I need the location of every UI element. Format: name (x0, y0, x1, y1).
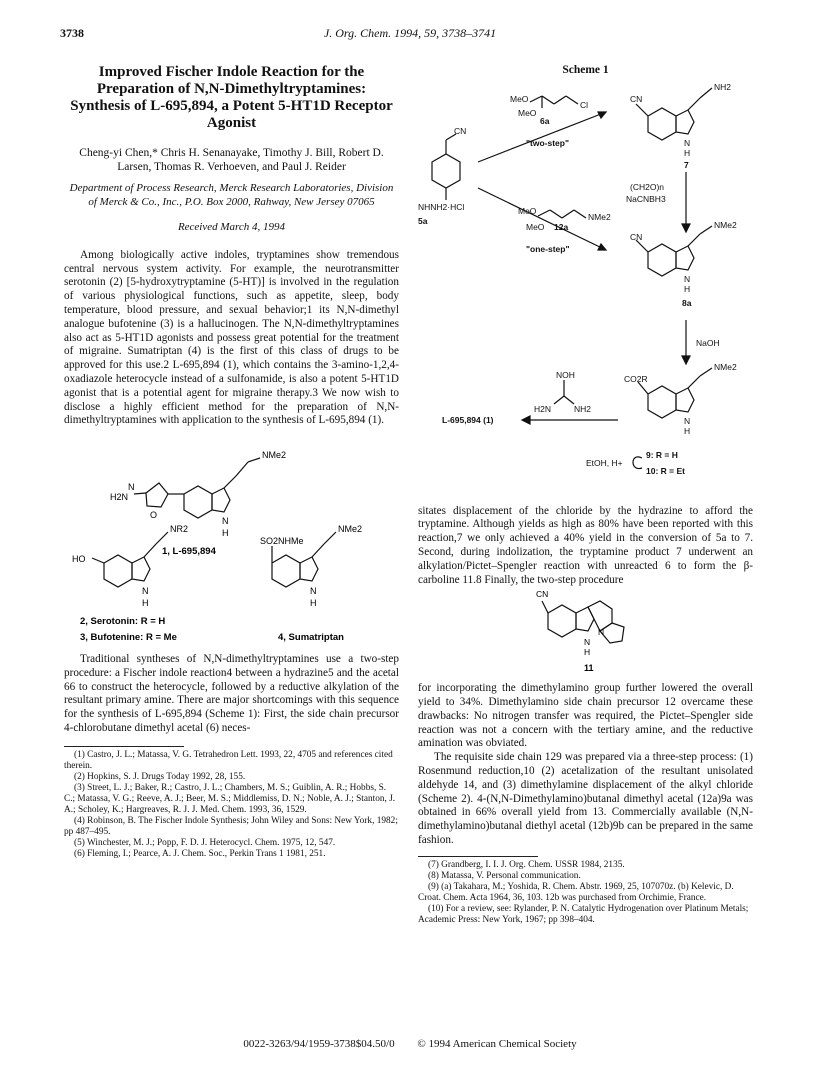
compound-3-label: 3, Bufotenine: R = Me (80, 632, 177, 644)
indole-h-label-4: H (310, 598, 317, 609)
target-label: L-695,894 (1) (442, 414, 494, 425)
compound-4-label: 4, Sumatriptan (278, 632, 344, 644)
n-label-11: N (584, 637, 591, 648)
scheme-1-diagram (418, 80, 758, 500)
indole-h-label-1: H (222, 528, 229, 539)
naoh-label: NaOH (696, 337, 720, 348)
nh2-label-7: NH2 (714, 81, 732, 92)
carboline-11-drawing (418, 587, 753, 677)
page-footer (0, 1038, 820, 1050)
nme2-label-8a: NMe2 (714, 219, 737, 230)
reagent-nacnbh3: NaCNBH3 (626, 193, 666, 204)
compound-8a-label: 8a (682, 297, 692, 308)
h-label-7: H (684, 147, 691, 158)
oxadiazole-n-label: N (128, 482, 135, 493)
footnote-rule-right (418, 856, 538, 857)
nr2-label: NR2 (170, 524, 189, 535)
compound-2-label: 2, Serotonin: R = H (80, 616, 166, 628)
footnote-6: (6) Fleming, I.; Pearce, A. J. Chem. Soc., Perkin Trans 1 1981, 251. (74, 848, 326, 859)
compound-5a-label: 5a (418, 215, 428, 226)
compound-11-label: 11 (584, 663, 594, 674)
compound-1-label: 1, L-695,894 (162, 546, 216, 558)
footnotes-right (418, 860, 753, 926)
n-label-9: N (684, 415, 691, 426)
footnote-rule (64, 746, 184, 747)
footnote-2: (2) Hopkins, S. J. Drugs Today 1992, 28, 155. (74, 771, 246, 782)
n-label-8a: N (684, 273, 691, 284)
compound-7-label: 7 (684, 159, 689, 170)
footer-copyright: © 1994 American Chemical Society (417, 1038, 577, 1050)
indole-n-label-1: N (222, 516, 229, 527)
compound-6a-label: 6a (540, 115, 550, 126)
page-number: 3738 (60, 26, 84, 40)
nme2-label-4: NMe2 (338, 524, 363, 535)
compound-12a-label: 12a (554, 221, 569, 232)
right-column (418, 64, 753, 926)
footnote-5: (5) Winchester, M. J.; Popp, F. D. J. Heterocycl. Chem. 1975, 12, 547. (74, 837, 336, 848)
article-title: Improved Fischer Indole Reaction for the Preparation of N,N-Dimethyltryptamines: Synthesis of L-695,894, a Potent 5-HT1D Receptor Agonist (70, 64, 393, 131)
compound-9-label: 9: R = H (646, 449, 678, 460)
indole-n-label-2: N (142, 586, 149, 597)
affiliation: Department of Process Research, Merck Research Laboratories, Division of Merck & Co., Inc., P.O. Box 2000, Rahway, New Jersey 07065 (69, 182, 394, 208)
cn-label-11: CN (536, 589, 549, 600)
paragraph-intro: Among biologically active indoles, tryptamines show tremendous central nervous system activity. For example, the neurotransmitter serotonin (2) [5-hydroxytryptamine (5-HT)] is involved in the regulation of various physiological functions, such as appetite, sleep, body temperature, blood pressure, and sexual behavior;1 its N,N-dimethyl analogue bufotenine (3) is a hallucinogen. The N,N-dimethyltryptamines also act as 5-HT1D agonists and possess great potential for the treatment of migraine. Sumatriptan (4) is the first of this class of drugs to be approved for this use.2 L-695,894 (1), which contains the 3-amino-1,2,4-oxadiazole heterocycle instead of a sulfonamide, is also a potent 5-HT1D agonist that is a potential agent for migraine therapy.3 We now wish to disclose a highly efficient method for the preparation of N,N-dimethyltryptamines with application to the synthesis of L-695,894 (1). (64, 248, 399, 427)
paragraph-r1: sitates displacement of the chloride by the hydrazine to afford the tryptamine. Although yields as high as 80% have been reported with this reaction,7 we only achieved a 40% yield in the conversion of 5a to 7. Second, during indolization, the tryptamine product 7 underwent an alkylation/Pictet–Spengler reaction with unreacted 6 to form the β-carboline 11.8 Finally, the two-step procedure (418, 504, 753, 586)
cn-label-5a: CN (454, 125, 467, 136)
one-step-label: "one-step" (526, 243, 570, 254)
structure-drawings (64, 428, 399, 648)
footnote-8: (8) Matassa, V. Personal communication. (428, 870, 581, 881)
left-column (64, 64, 399, 860)
running-header (60, 26, 760, 42)
footnote-9: (9) (a) Takahara, M.; Yoshida, R. Chem. Abstr. 1969, 25, 107070z. (b) Kelevic, D. Croat. Chem. Acta 1964, 36, 103. 12b was purchased from Orchimie, France. (418, 881, 734, 903)
etoh-label: EtOH, H+ (586, 457, 623, 468)
journal-citation: J. Org. Chem. 1994, 59, 3738–3741 (323, 26, 497, 40)
structures-figure (64, 428, 399, 653)
co2r-label: CO2R (624, 373, 648, 384)
meo-label-6a-1: MeO (510, 93, 529, 104)
paragraph-r2: for incorporating the dimethylamino group further lowered the overall yield to 34%. Dimethylamino side chain precursor 12 overcame these drawbacks: No nitrogen transfer was required, the Pictet–Spengler side reaction was not a concern with the tertiary amine, and the reductive amination was obviated. (418, 682, 753, 750)
two-step-label: "two-step" (526, 137, 570, 148)
cn-label-7: CN (630, 93, 643, 104)
paragraph-r3: The requisite side chain 129 was prepared via a three-step process: (1) Rosenmund reduction,10 (2) acetalization of the resultant unisolated aldehyde 14, and (3) dimethylamine displacement of the alkyl chloride (Scheme 2). 4-(N,N-Dimethylamino)butanal dimethyl acetal (12a)9a was obtained in 66% overall yield from 13. Commercially available (N,N-dimethylamino)butanal diethyl acetal (12b)9b can be prepared in the same fashion. (418, 751, 753, 846)
n-label-7: N (684, 137, 691, 148)
n-label-11b: N (598, 627, 605, 638)
amidoxime-h2n-label: H2N (534, 403, 552, 414)
meo-label-6a-2: MeO (518, 107, 537, 118)
ho-label: HO (72, 554, 86, 565)
oxadiazole-o-label: O (150, 510, 158, 521)
nme2-label-9: NMe2 (714, 361, 737, 372)
compound-10-label: 10: R = Et (646, 465, 685, 476)
footnote-3: (3) Street, L. J.; Baker, R.; Castro, J. L.; Chambers, M. S.; Guiblin, A. R.; Hobbs, S. C.; Matassa, V. G.; Reeve, A. J.; Beer, M. S.; Middlemiss, D. N.; Noble, A. J.; Stanton, J. A.; Scholey, K.; Hargreaves, R. J. J. Med. Chem. 1993, 36, 1529. (64, 782, 396, 815)
amidoxime-nh2-label: NH2 (574, 403, 592, 414)
meo-label-12a-1: MeO (518, 205, 537, 216)
paragraph-traditional: Traditional syntheses of N,N-dimethyltryptamines use a two-step procedure: a Fischer indole reaction4 between a hydrazine5 and the acetal 66 to construct the heterocycle, followed by a reductive alkylation of the resultant primary amine. There are major shortcomings with this sequence for the synthesis of L-695,894 (Scheme 1): First, the side chain precursor 4-chlorobutane dimethyl acetal (6) neces- (64, 652, 399, 734)
noh-label: NOH (556, 369, 575, 380)
cl-label: Cl (580, 99, 589, 110)
meo-label-12a-2: MeO (526, 221, 545, 232)
received-date: Received March 4, 1994 (177, 221, 286, 233)
cn-label-8a: CN (630, 231, 643, 242)
footnote-1: (1) Castro, J. L.; Matassa, V. G. Tetrahedron Lett. 1993, 22, 4705 and references cited therein. (64, 749, 393, 771)
scheme-title: Scheme 1 (562, 64, 609, 76)
indole-n-label-4: N (310, 586, 317, 597)
footer-code: 0022-3263/94/1959-3738$04.50/0 (243, 1038, 395, 1050)
reagent-ch2o: (CH2O)n (630, 181, 665, 192)
footnote-10: (10) For a review, see: Rylander, P. N. Catalytic Hydrogenation over Platinum Metals; Academic Press: New York, 1967; pp 398–404. (418, 903, 749, 925)
h2n-label: H2N (110, 492, 129, 503)
footnote-7: (7) Grandberg, I. I. J. Org. Chem. USSR 1984, 2135. (428, 859, 625, 870)
indole-h-label-2: H (142, 598, 149, 609)
footnote-4: (4) Robinson, B. The Fischer Indole Synthesis; John Wiley and Sons: New York, 1982; pp 487–495. (64, 815, 398, 837)
hydrazine-label: NHNH2·HCl (418, 201, 465, 212)
nme2-label-12a: NMe2 (588, 211, 611, 222)
footnotes-left (64, 750, 399, 860)
nme2-label-1: NMe2 (262, 450, 287, 461)
so2nhme-label: SO2NHMe (260, 536, 304, 547)
h-label-8a: H (684, 283, 691, 294)
h-label-11: H (584, 647, 591, 658)
author-list: Cheng-yi Chen,* Chris H. Senanayake, Timothy J. Bill, Robert D. Larsen, Thomas R. Verhoeven, and Paul J. Reider (79, 147, 384, 173)
h-label-9: H (684, 425, 691, 436)
